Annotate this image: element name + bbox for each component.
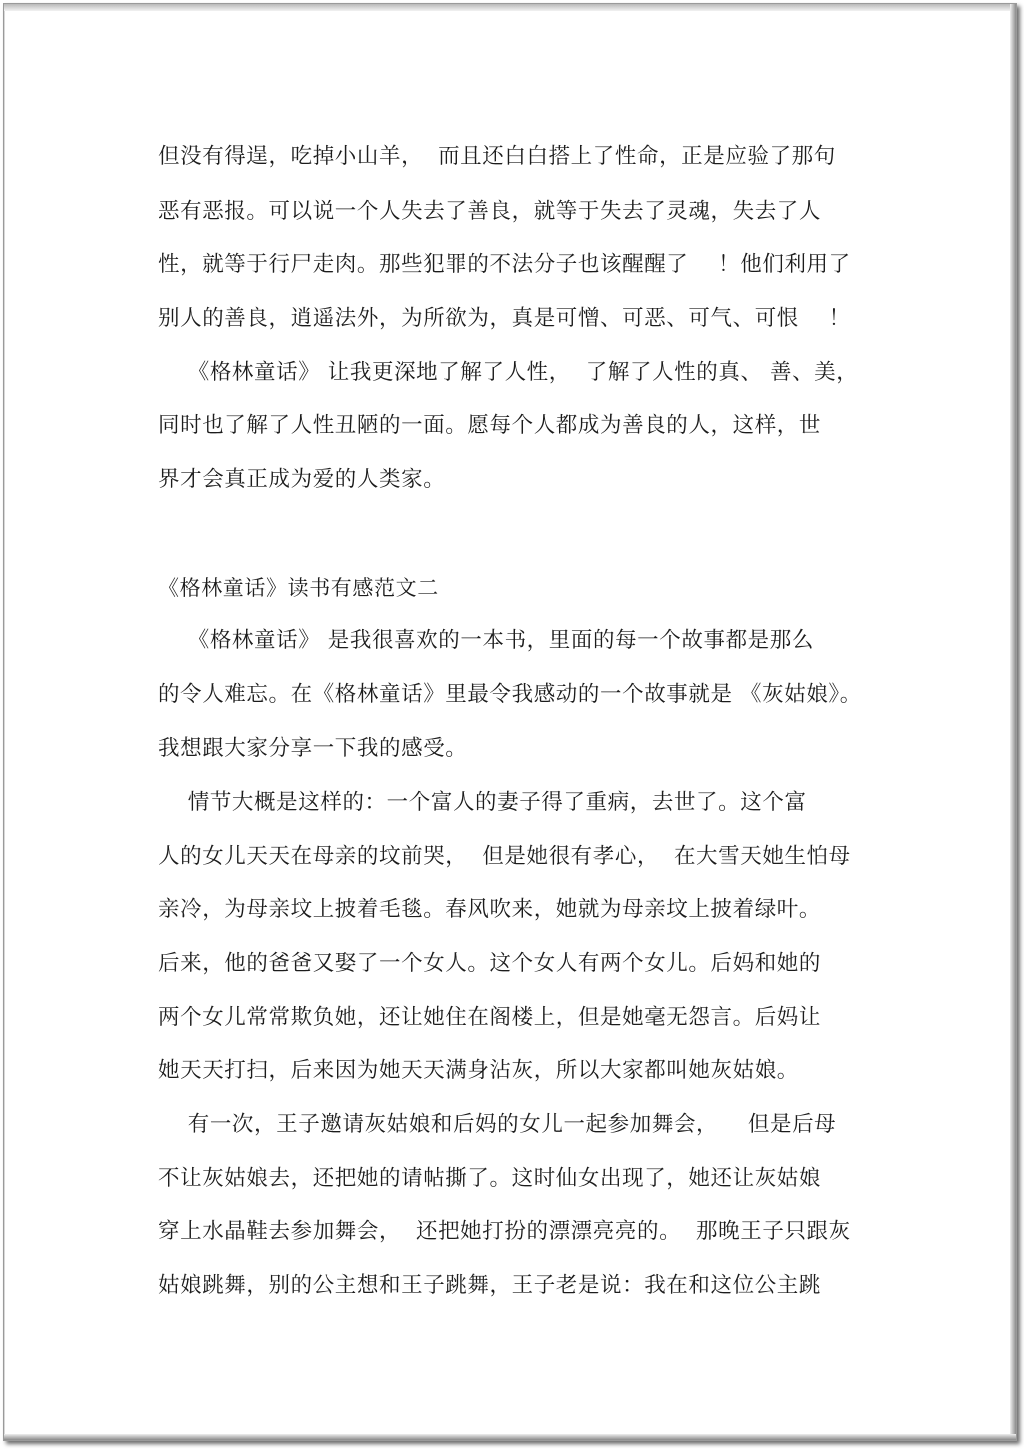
text-line: 有一次，王子邀请灰姑娘和后妈的女儿一起参加舞会， 但是后母 <box>158 1112 837 1137</box>
text-line: 人的女儿天天在母亲的坟前哭， 但是她很有孝心， 在大雪天她生怕母 <box>158 844 851 869</box>
page-bottom-edge <box>4 1434 1016 1440</box>
text-line: 恶有恶报。可以说一个人失去了善良，就等于失去了灵魂，失去了人 <box>158 199 822 224</box>
text-line: 《格林童话》 是我很喜欢的一本书，里面的每一个故事都是那么 <box>158 628 814 653</box>
text-line: 两个女儿常常欺负她，还让她住在阁楼上，但是她毫无怨言。后妈让 <box>158 1005 822 1030</box>
text-line: 后来，他的爸爸又娶了一个女人。这个女人有两个女儿。后妈和她的 <box>158 951 822 976</box>
page-top-edge <box>4 4 1016 11</box>
text-line: 同时也了解了人性丑陋的一面。愿每个人都成为善良的人，这样，世 <box>158 413 822 438</box>
text-line: 情节大概是这样的：一个富人的妻子得了重病，去世了。这个富 <box>158 790 807 815</box>
document-page <box>3 3 1017 1441</box>
text-line: 姑娘跳舞，别的公主想和王子跳舞，王子老是说：我在和这位公主跳 <box>158 1273 822 1298</box>
text-line: 性，就等于行尸走肉。那些犯罪的不法分子也该醒醒了 ！他们利用了 <box>158 252 851 277</box>
page-right-edge <box>1010 4 1016 1440</box>
text-line: 我想跟大家分享一下我的感受。 <box>158 736 468 761</box>
text-line: 但没有得逞，吃掉小山羊， 而且还白白搭上了性命，正是应验了那句 <box>158 144 836 169</box>
section-heading: 《格林童话》读书有感范文二 <box>158 576 439 600</box>
text-line: 《格林童话》 让我更深地了解了人性， 了解了人性的真、 善、美， <box>158 360 859 385</box>
text-line: 她天天打扫，后来因为她天天满身沾灰，所以大家都叫她灰姑娘。 <box>158 1058 799 1083</box>
text-line: 别人的善良，逍遥法外，为所欲为，真是可憎、可恶、可气、可恨 ！ <box>158 306 851 331</box>
text-line: 穿上水晶鞋去参加舞会， 还把她打扮的漂漂亮亮的。 那晚王子只跟灰 <box>158 1219 851 1244</box>
text-line: 不让灰姑娘去，还把她的请帖撕了。这时仙女出现了，她还让灰姑娘 <box>158 1166 822 1191</box>
text-line: 亲冷，为母亲坟上披着毛毯。春风吹来，她就为母亲坟上披着绿叶。 <box>158 897 822 922</box>
text-line: 的令人难忘。在《格林童话》里最令我感动的一个故事就是 《灰姑娘》。 <box>158 682 862 707</box>
text-line: 界才会真正成为爱的人类家。 <box>158 467 446 492</box>
